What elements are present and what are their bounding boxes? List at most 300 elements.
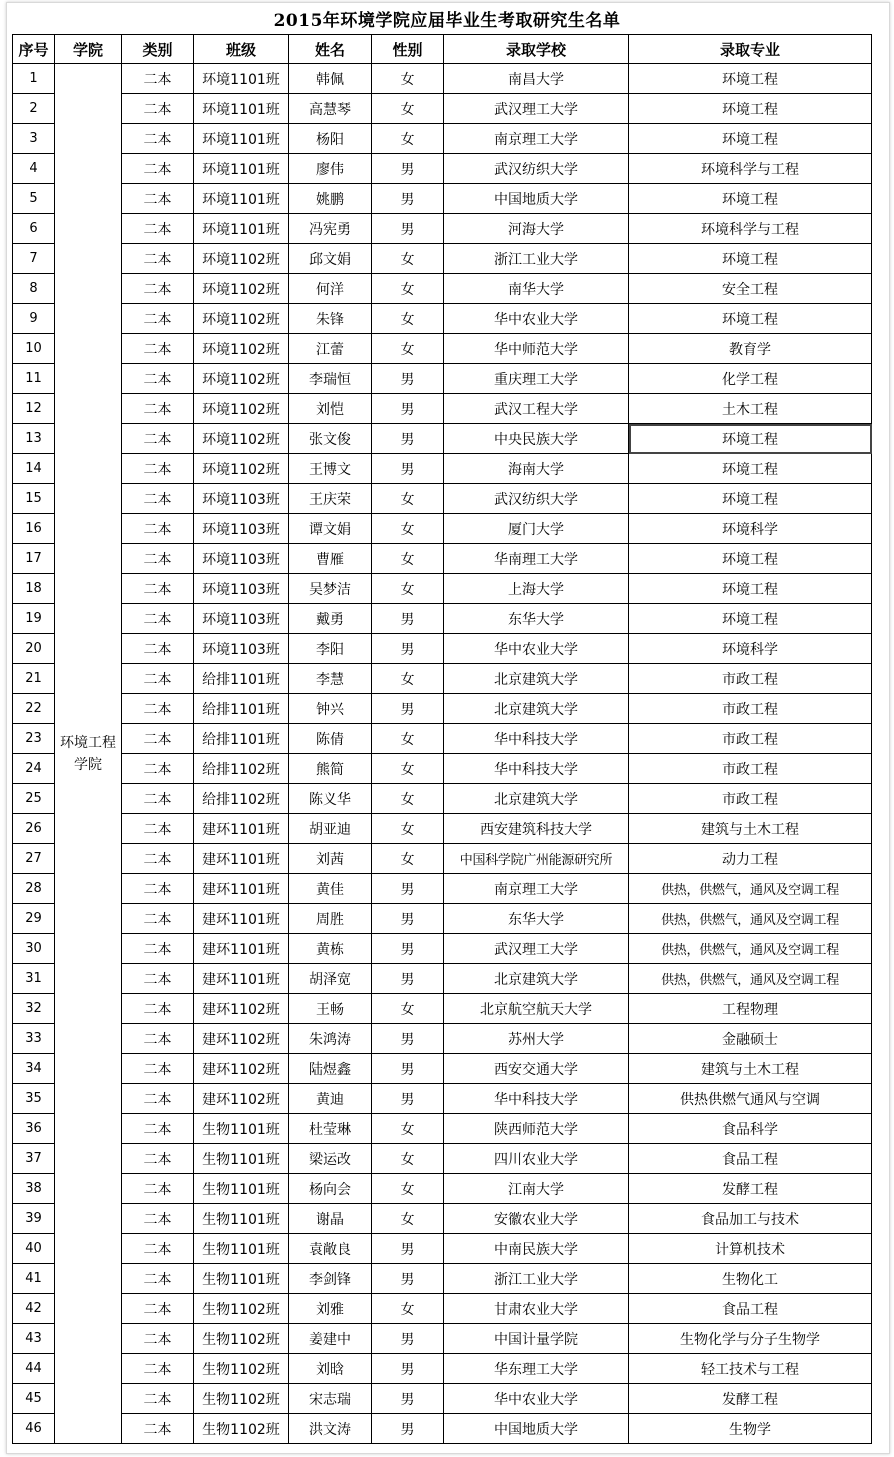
cell-class[interactable]: 环境1102班 [194, 454, 289, 484]
cell-major[interactable]: 环境工程 [629, 124, 872, 154]
cell-school[interactable]: 上海大学 [444, 574, 629, 604]
cell-name[interactable]: 陆煜鑫 [289, 1054, 372, 1084]
cell-seq[interactable]: 2 [13, 94, 55, 124]
cell-gender[interactable]: 女 [372, 754, 444, 784]
cell-school[interactable]: 中央民族大学 [444, 424, 629, 454]
cell-gender[interactable]: 男 [372, 214, 444, 244]
cell-name[interactable]: 杨向会 [289, 1174, 372, 1204]
cell-category[interactable]: 二本 [122, 604, 194, 634]
cell-name[interactable]: 陈倩 [289, 724, 372, 754]
cell-class[interactable]: 环境1103班 [194, 604, 289, 634]
cell-major[interactable]: 食品科学 [629, 1114, 872, 1144]
cell-class[interactable]: 环境1103班 [194, 544, 289, 574]
cell-seq[interactable]: 28 [13, 874, 55, 904]
cell-major[interactable]: 环境工程 [629, 424, 872, 454]
cell-class[interactable]: 建环1101班 [194, 814, 289, 844]
cell-gender[interactable]: 男 [372, 454, 444, 484]
cell-seq[interactable]: 31 [13, 964, 55, 994]
cell-gender[interactable]: 女 [372, 994, 444, 1024]
cell-name[interactable]: 李阳 [289, 634, 372, 664]
cell-category[interactable]: 二本 [122, 994, 194, 1024]
cell-class[interactable]: 环境1101班 [194, 94, 289, 124]
cell-class[interactable]: 给排1102班 [194, 754, 289, 784]
cell-name[interactable]: 廖伟 [289, 154, 372, 184]
cell-class[interactable]: 生物1102班 [194, 1354, 289, 1384]
cell-class[interactable]: 给排1101班 [194, 664, 289, 694]
cell-major[interactable]: 生物化工 [629, 1264, 872, 1294]
cell-school[interactable]: 中国地质大学 [444, 1414, 629, 1444]
cell-gender[interactable]: 男 [372, 634, 444, 664]
cell-name[interactable]: 杜莹琳 [289, 1114, 372, 1144]
cell-class[interactable]: 生物1101班 [194, 1174, 289, 1204]
cell-major[interactable]: 教育学 [629, 334, 872, 364]
cell-major[interactable]: 供热，供燃气，通风及空调工程 [629, 874, 872, 904]
cell-major[interactable]: 化学工程 [629, 364, 872, 394]
cell-school[interactable]: 西安建筑科技大学 [444, 814, 629, 844]
header-college[interactable]: 学院 [55, 35, 122, 64]
cell-major[interactable]: 市政工程 [629, 754, 872, 784]
cell-school[interactable]: 厦门大学 [444, 514, 629, 544]
cell-gender[interactable]: 男 [372, 394, 444, 424]
cell-gender[interactable]: 女 [372, 514, 444, 544]
cell-school[interactable]: 北京建筑大学 [444, 964, 629, 994]
cell-category[interactable]: 二本 [122, 754, 194, 784]
cell-name[interactable]: 谭文娟 [289, 514, 372, 544]
header-gender[interactable]: 性别 [372, 35, 444, 64]
cell-gender[interactable]: 男 [372, 604, 444, 634]
cell-category[interactable]: 二本 [122, 364, 194, 394]
college-cell[interactable]: 环境工程学院 [55, 64, 122, 1444]
cell-gender[interactable]: 男 [372, 1024, 444, 1054]
cell-category[interactable]: 二本 [122, 1414, 194, 1444]
cell-category[interactable]: 二本 [122, 274, 194, 304]
cell-name[interactable]: 刘晗 [289, 1354, 372, 1384]
cell-category[interactable]: 二本 [122, 634, 194, 664]
cell-name[interactable]: 江蕾 [289, 334, 372, 364]
cell-gender[interactable]: 女 [372, 484, 444, 514]
cell-school[interactable]: 苏州大学 [444, 1024, 629, 1054]
cell-major[interactable]: 建筑与土木工程 [629, 814, 872, 844]
cell-gender[interactable]: 女 [372, 124, 444, 154]
cell-class[interactable]: 环境1101班 [194, 64, 289, 94]
cell-seq[interactable]: 32 [13, 994, 55, 1024]
cell-gender[interactable]: 女 [372, 304, 444, 334]
cell-gender[interactable]: 男 [372, 1354, 444, 1384]
cell-school[interactable]: 南华大学 [444, 274, 629, 304]
cell-category[interactable]: 二本 [122, 94, 194, 124]
cell-major[interactable]: 环境工程 [629, 574, 872, 604]
cell-name[interactable]: 刘恺 [289, 394, 372, 424]
cell-seq[interactable]: 43 [13, 1324, 55, 1354]
cell-gender[interactable]: 女 [372, 1204, 444, 1234]
cell-class[interactable]: 建环1101班 [194, 844, 289, 874]
cell-category[interactable]: 二本 [122, 934, 194, 964]
cell-class[interactable]: 生物1102班 [194, 1324, 289, 1354]
cell-gender[interactable]: 女 [372, 1174, 444, 1204]
cell-name[interactable]: 吴梦洁 [289, 574, 372, 604]
cell-major[interactable]: 供热，供燃气，通风及空调工程 [629, 964, 872, 994]
cell-major[interactable]: 动力工程 [629, 844, 872, 874]
cell-name[interactable]: 王博文 [289, 454, 372, 484]
cell-major[interactable]: 食品工程 [629, 1144, 872, 1174]
cell-class[interactable]: 生物1102班 [194, 1384, 289, 1414]
cell-name[interactable]: 戴勇 [289, 604, 372, 634]
cell-major[interactable]: 市政工程 [629, 694, 872, 724]
cell-name[interactable]: 杨阳 [289, 124, 372, 154]
cell-school[interactable]: 浙江工业大学 [444, 244, 629, 274]
cell-name[interactable]: 熊简 [289, 754, 372, 784]
cell-school[interactable]: 安徽农业大学 [444, 1204, 629, 1234]
cell-class[interactable]: 生物1101班 [194, 1234, 289, 1264]
cell-seq[interactable]: 1 [13, 64, 55, 94]
cell-name[interactable]: 宋志瑞 [289, 1384, 372, 1414]
cell-category[interactable]: 二本 [122, 1264, 194, 1294]
cell-seq[interactable]: 36 [13, 1114, 55, 1144]
header-major[interactable]: 录取专业 [629, 35, 872, 64]
cell-major[interactable]: 金融硕士 [629, 1024, 872, 1054]
cell-class[interactable]: 给排1101班 [194, 694, 289, 724]
cell-school[interactable]: 东华大学 [444, 904, 629, 934]
cell-gender[interactable]: 女 [372, 574, 444, 604]
cell-category[interactable]: 二本 [122, 844, 194, 874]
cell-category[interactable]: 二本 [122, 664, 194, 694]
cell-major[interactable]: 环境工程 [629, 454, 872, 484]
cell-class[interactable]: 给排1102班 [194, 784, 289, 814]
cell-major[interactable]: 环境科学与工程 [629, 214, 872, 244]
cell-seq[interactable]: 35 [13, 1084, 55, 1114]
cell-seq[interactable]: 22 [13, 694, 55, 724]
cell-major[interactable]: 市政工程 [629, 784, 872, 814]
cell-name[interactable]: 刘茜 [289, 844, 372, 874]
cell-name[interactable]: 曹雁 [289, 544, 372, 574]
cell-major[interactable]: 环境工程 [629, 484, 872, 514]
cell-class[interactable]: 环境1103班 [194, 514, 289, 544]
cell-school[interactable]: 武汉工程大学 [444, 394, 629, 424]
cell-class[interactable]: 环境1102班 [194, 274, 289, 304]
cell-category[interactable]: 二本 [122, 334, 194, 364]
header-category[interactable]: 类别 [122, 35, 194, 64]
cell-class[interactable]: 建环1101班 [194, 934, 289, 964]
cell-seq[interactable]: 45 [13, 1384, 55, 1414]
cell-category[interactable]: 二本 [122, 1114, 194, 1144]
cell-class[interactable]: 环境1103班 [194, 484, 289, 514]
cell-gender[interactable]: 女 [372, 244, 444, 274]
cell-seq[interactable]: 17 [13, 544, 55, 574]
cell-school[interactable]: 武汉理工大学 [444, 94, 629, 124]
cell-category[interactable]: 二本 [122, 1384, 194, 1414]
cell-seq[interactable]: 15 [13, 484, 55, 514]
cell-seq[interactable]: 20 [13, 634, 55, 664]
cell-school[interactable]: 西安交通大学 [444, 1054, 629, 1084]
cell-major[interactable]: 建筑与土木工程 [629, 1054, 872, 1084]
cell-seq[interactable]: 11 [13, 364, 55, 394]
cell-major[interactable]: 环境科学与工程 [629, 154, 872, 184]
cell-name[interactable]: 姜建中 [289, 1324, 372, 1354]
cell-gender[interactable]: 男 [372, 1234, 444, 1264]
cell-category[interactable]: 二本 [122, 64, 194, 94]
cell-school[interactable]: 中国计量学院 [444, 1324, 629, 1354]
cell-seq[interactable]: 7 [13, 244, 55, 274]
cell-gender[interactable]: 女 [372, 274, 444, 304]
cell-class[interactable]: 环境1102班 [194, 424, 289, 454]
cell-gender[interactable]: 男 [372, 1084, 444, 1114]
cell-gender[interactable]: 男 [372, 964, 444, 994]
cell-seq[interactable]: 13 [13, 424, 55, 454]
cell-name[interactable]: 胡泽宽 [289, 964, 372, 994]
cell-gender[interactable]: 男 [372, 154, 444, 184]
cell-category[interactable]: 二本 [122, 814, 194, 844]
cell-category[interactable]: 二本 [122, 1084, 194, 1114]
cell-gender[interactable]: 男 [372, 1264, 444, 1294]
cell-seq[interactable]: 29 [13, 904, 55, 934]
cell-class[interactable]: 环境1101班 [194, 214, 289, 244]
cell-major[interactable]: 环境工程 [629, 304, 872, 334]
cell-school[interactable]: 南昌大学 [444, 64, 629, 94]
cell-category[interactable]: 二本 [122, 1054, 194, 1084]
cell-category[interactable]: 二本 [122, 184, 194, 214]
cell-seq[interactable]: 4 [13, 154, 55, 184]
cell-seq[interactable]: 38 [13, 1174, 55, 1204]
cell-name[interactable]: 梁运改 [289, 1144, 372, 1174]
cell-name[interactable]: 张文俊 [289, 424, 372, 454]
cell-category[interactable]: 二本 [122, 544, 194, 574]
cell-seq[interactable]: 25 [13, 784, 55, 814]
cell-major[interactable]: 食品工程 [629, 1294, 872, 1324]
cell-name[interactable]: 陈义华 [289, 784, 372, 814]
cell-name[interactable]: 冯宪勇 [289, 214, 372, 244]
cell-category[interactable]: 二本 [122, 724, 194, 754]
cell-school[interactable]: 陕西师范大学 [444, 1114, 629, 1144]
cell-category[interactable]: 二本 [122, 1024, 194, 1054]
cell-category[interactable]: 二本 [122, 514, 194, 544]
cell-name[interactable]: 高慧琴 [289, 94, 372, 124]
cell-school[interactable]: 浙江工业大学 [444, 1264, 629, 1294]
cell-seq[interactable]: 30 [13, 934, 55, 964]
cell-major[interactable]: 供热，供燃气，通风及空调工程 [629, 904, 872, 934]
cell-class[interactable]: 生物1101班 [194, 1114, 289, 1144]
cell-school[interactable]: 北京建筑大学 [444, 664, 629, 694]
cell-class[interactable]: 环境1102班 [194, 394, 289, 424]
cell-class[interactable]: 环境1102班 [194, 334, 289, 364]
cell-gender[interactable]: 女 [372, 724, 444, 754]
cell-school[interactable]: 中国科学院广州能源研究所 [444, 844, 629, 874]
cell-major[interactable]: 发酵工程 [629, 1384, 872, 1414]
cell-class[interactable]: 生物1101班 [194, 1144, 289, 1174]
cell-seq[interactable]: 24 [13, 754, 55, 784]
cell-gender[interactable]: 男 [372, 904, 444, 934]
cell-seq[interactable]: 23 [13, 724, 55, 754]
cell-category[interactable]: 二本 [122, 424, 194, 454]
cell-name[interactable]: 周胜 [289, 904, 372, 934]
cell-name[interactable]: 邱文娟 [289, 244, 372, 274]
cell-seq[interactable]: 33 [13, 1024, 55, 1054]
cell-gender[interactable]: 男 [372, 184, 444, 214]
header-name[interactable]: 姓名 [289, 35, 372, 64]
cell-gender[interactable]: 女 [372, 94, 444, 124]
cell-class[interactable]: 环境1101班 [194, 124, 289, 154]
cell-gender[interactable]: 男 [372, 1324, 444, 1354]
cell-school[interactable]: 华中农业大学 [444, 304, 629, 334]
cell-class[interactable]: 环境1101班 [194, 154, 289, 184]
cell-name[interactable]: 王庆荣 [289, 484, 372, 514]
cell-class[interactable]: 生物1101班 [194, 1264, 289, 1294]
cell-class[interactable]: 环境1103班 [194, 634, 289, 664]
cell-major[interactable]: 生物学 [629, 1414, 872, 1444]
cell-school[interactable]: 海南大学 [444, 454, 629, 484]
header-school[interactable]: 录取学校 [444, 35, 629, 64]
cell-class[interactable]: 生物1101班 [194, 1204, 289, 1234]
cell-class[interactable]: 给排1101班 [194, 724, 289, 754]
cell-major[interactable]: 供热供燃气通风与空调 [629, 1084, 872, 1114]
cell-category[interactable]: 二本 [122, 394, 194, 424]
cell-name[interactable]: 李慧 [289, 664, 372, 694]
cell-seq[interactable]: 16 [13, 514, 55, 544]
cell-gender[interactable]: 男 [372, 1054, 444, 1084]
cell-gender[interactable]: 女 [372, 844, 444, 874]
cell-name[interactable]: 李瑞恒 [289, 364, 372, 394]
cell-major[interactable]: 环境工程 [629, 64, 872, 94]
cell-seq[interactable]: 34 [13, 1054, 55, 1084]
cell-category[interactable]: 二本 [122, 1204, 194, 1234]
cell-seq[interactable]: 19 [13, 604, 55, 634]
cell-gender[interactable]: 女 [372, 334, 444, 364]
cell-seq[interactable]: 6 [13, 214, 55, 244]
cell-school[interactable]: 重庆理工大学 [444, 364, 629, 394]
cell-school[interactable]: 河海大学 [444, 214, 629, 244]
cell-seq[interactable]: 39 [13, 1204, 55, 1234]
cell-category[interactable]: 二本 [122, 124, 194, 154]
cell-school[interactable]: 华中农业大学 [444, 634, 629, 664]
cell-school[interactable]: 南京理工大学 [444, 124, 629, 154]
cell-seq[interactable]: 9 [13, 304, 55, 334]
cell-gender[interactable]: 女 [372, 1114, 444, 1144]
cell-seq[interactable]: 12 [13, 394, 55, 424]
cell-name[interactable]: 袁敞良 [289, 1234, 372, 1264]
cell-major[interactable]: 环境工程 [629, 94, 872, 124]
cell-category[interactable]: 二本 [122, 1144, 194, 1174]
cell-class[interactable]: 建环1101班 [194, 874, 289, 904]
cell-major[interactable]: 安全工程 [629, 274, 872, 304]
cell-major[interactable]: 供热，供燃气，通风及空调工程 [629, 934, 872, 964]
cell-class[interactable]: 环境1103班 [194, 574, 289, 604]
cell-gender[interactable]: 男 [372, 1414, 444, 1444]
cell-category[interactable]: 二本 [122, 154, 194, 184]
cell-school[interactable]: 华东理工大学 [444, 1354, 629, 1384]
cell-seq[interactable]: 8 [13, 274, 55, 304]
cell-gender[interactable]: 男 [372, 694, 444, 724]
cell-seq[interactable]: 18 [13, 574, 55, 604]
cell-gender[interactable]: 女 [372, 814, 444, 844]
cell-name[interactable]: 姚鹏 [289, 184, 372, 214]
cell-major[interactable]: 环境科学 [629, 514, 872, 544]
cell-seq[interactable]: 26 [13, 814, 55, 844]
cell-gender[interactable]: 女 [372, 664, 444, 694]
cell-category[interactable]: 二本 [122, 1354, 194, 1384]
cell-seq[interactable]: 21 [13, 664, 55, 694]
cell-category[interactable]: 二本 [122, 244, 194, 274]
cell-class[interactable]: 建环1102班 [194, 1054, 289, 1084]
cell-seq[interactable]: 37 [13, 1144, 55, 1174]
cell-gender[interactable]: 男 [372, 1384, 444, 1414]
cell-name[interactable]: 洪文涛 [289, 1414, 372, 1444]
cell-category[interactable]: 二本 [122, 484, 194, 514]
cell-category[interactable]: 二本 [122, 574, 194, 604]
cell-category[interactable]: 二本 [122, 214, 194, 244]
cell-major[interactable]: 工程物理 [629, 994, 872, 1024]
cell-name[interactable]: 黄栋 [289, 934, 372, 964]
cell-school[interactable]: 四川农业大学 [444, 1144, 629, 1174]
cell-category[interactable]: 二本 [122, 1324, 194, 1354]
cell-school[interactable]: 中南民族大学 [444, 1234, 629, 1264]
cell-seq[interactable]: 5 [13, 184, 55, 214]
cell-category[interactable]: 二本 [122, 874, 194, 904]
cell-gender[interactable]: 女 [372, 1144, 444, 1174]
cell-name[interactable]: 黄迪 [289, 1084, 372, 1114]
header-seq[interactable]: 序号 [13, 35, 55, 64]
cell-class[interactable]: 环境1102班 [194, 364, 289, 394]
cell-seq[interactable]: 42 [13, 1294, 55, 1324]
cell-school[interactable]: 南京理工大学 [444, 874, 629, 904]
cell-class[interactable]: 建环1101班 [194, 964, 289, 994]
cell-school[interactable]: 武汉理工大学 [444, 934, 629, 964]
cell-category[interactable]: 二本 [122, 454, 194, 484]
cell-class[interactable]: 生物1102班 [194, 1294, 289, 1324]
cell-class[interactable]: 建环1101班 [194, 904, 289, 934]
cell-major[interactable]: 市政工程 [629, 724, 872, 754]
cell-major[interactable]: 发酵工程 [629, 1174, 872, 1204]
cell-category[interactable]: 二本 [122, 964, 194, 994]
cell-name[interactable]: 黄佳 [289, 874, 372, 904]
cell-category[interactable]: 二本 [122, 304, 194, 334]
cell-class[interactable]: 建环1102班 [194, 1084, 289, 1114]
cell-major[interactable]: 环境工程 [629, 244, 872, 274]
cell-school[interactable]: 武汉纺织大学 [444, 484, 629, 514]
cell-seq[interactable]: 40 [13, 1234, 55, 1264]
cell-major[interactable]: 食品加工与技术 [629, 1204, 872, 1234]
cell-name[interactable]: 韩佩 [289, 64, 372, 94]
cell-major[interactable]: 环境工程 [629, 184, 872, 214]
cell-class[interactable]: 建环1102班 [194, 1024, 289, 1054]
cell-seq[interactable]: 27 [13, 844, 55, 874]
cell-school[interactable]: 北京建筑大学 [444, 694, 629, 724]
cell-major[interactable]: 市政工程 [629, 664, 872, 694]
cell-seq[interactable]: 44 [13, 1354, 55, 1384]
cell-major[interactable]: 环境工程 [629, 544, 872, 574]
cell-seq[interactable]: 14 [13, 454, 55, 484]
cell-seq[interactable]: 41 [13, 1264, 55, 1294]
cell-name[interactable]: 钟兴 [289, 694, 372, 724]
cell-school[interactable]: 华中农业大学 [444, 1384, 629, 1414]
cell-name[interactable]: 王畅 [289, 994, 372, 1024]
cell-category[interactable]: 二本 [122, 1234, 194, 1264]
cell-seq[interactable]: 10 [13, 334, 55, 364]
cell-class[interactable]: 环境1102班 [194, 304, 289, 334]
cell-category[interactable]: 二本 [122, 1174, 194, 1204]
cell-major[interactable]: 环境工程 [629, 604, 872, 634]
cell-school[interactable]: 江南大学 [444, 1174, 629, 1204]
cell-major[interactable]: 环境科学 [629, 634, 872, 664]
cell-school[interactable]: 中国地质大学 [444, 184, 629, 214]
cell-seq[interactable]: 46 [13, 1414, 55, 1444]
cell-gender[interactable]: 男 [372, 424, 444, 454]
cell-name[interactable]: 刘雅 [289, 1294, 372, 1324]
cell-school[interactable]: 甘肃农业大学 [444, 1294, 629, 1324]
cell-name[interactable]: 何洋 [289, 274, 372, 304]
cell-gender[interactable]: 女 [372, 1294, 444, 1324]
cell-major[interactable]: 生物化学与分子生物学 [629, 1324, 872, 1354]
cell-seq[interactable]: 3 [13, 124, 55, 154]
cell-major[interactable]: 轻工技术与工程 [629, 1354, 872, 1384]
